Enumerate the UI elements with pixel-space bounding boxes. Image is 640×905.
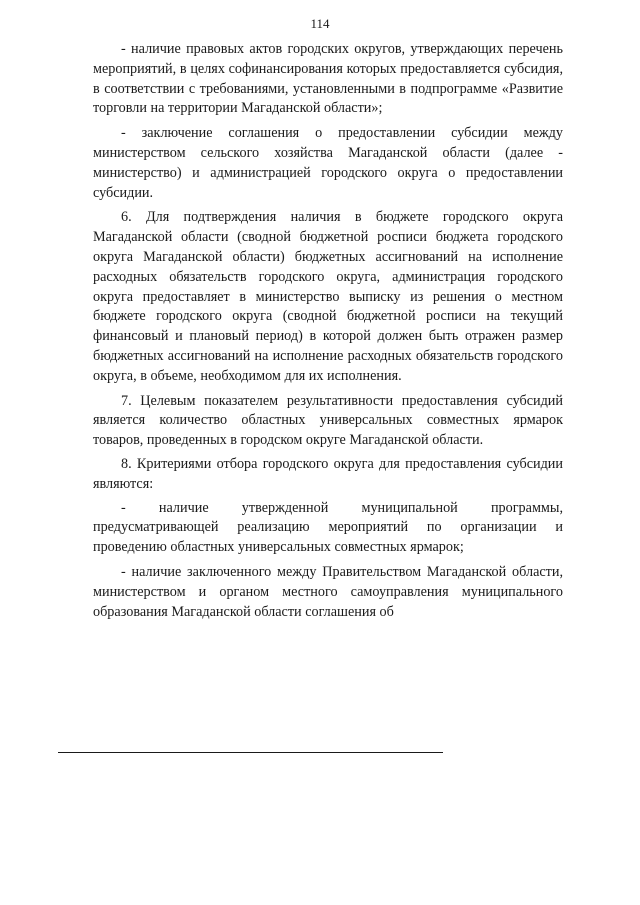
paragraph-subsidy-agreement: - заключение соглашения о предоставлении субсидии между министерством сельского хозяйства Магаданской области (далее - министерство) и администрацией городского округа о предоставлении субсидии. <box>93 125 563 201</box>
footnote-divider <box>58 752 443 753</box>
paragraph-criterion-program: - наличие утвержденной муниципальной программы, предусматривающей реализацию мероприятий по организации и проведению областных универсальных совместных ярмарок; <box>93 499 563 556</box>
paragraph-item-8: 8. Критериями отбора городского округа для предоставления субсидии являются: <box>93 455 563 492</box>
paragraph-legal-acts: - наличие правовых актов городских округов, утверждающих перечень мероприятий, в целях софинансирования которых предоставляется субсидия, в соответствии с требованиями, установленными в подпрограмме «Развитие торговли на территории Магаданской области»; <box>93 41 563 117</box>
paragraph-item-6: 6. Для подтверждения наличия в бюджете городского округа Магаданской области (сводной бюджетной росписи бюджета городского округа Магаданской области) бюджетных ассигнований на исполнение расходных обязательств городского округа, администрация городского округа предоставляет в министерство выписку из решения о местном бюджете городского округа (сводной бюджетной росписи на текущий финансовый и плановый период) в которой должен быть отражен размер бюджетных ассигнований на исполнение расходных обязательств городского округа, в объеме, необходимом для их исполнения. <box>93 209 563 384</box>
page-number: 114 <box>310 16 330 31</box>
paragraph-criterion-agreement: - наличие заключенного между Правительством Магаданской области, министерством и органом местного самоуправления муниципального образования Магаданской области соглашения об <box>93 563 563 620</box>
paragraph-item-7: 7. Целевым показателем результативности предоставления субсидий является количество областных универсальных совместных ярмарок товаров, проведенных в городском округе Магаданской области. <box>93 392 563 449</box>
document-body <box>93 40 563 627</box>
